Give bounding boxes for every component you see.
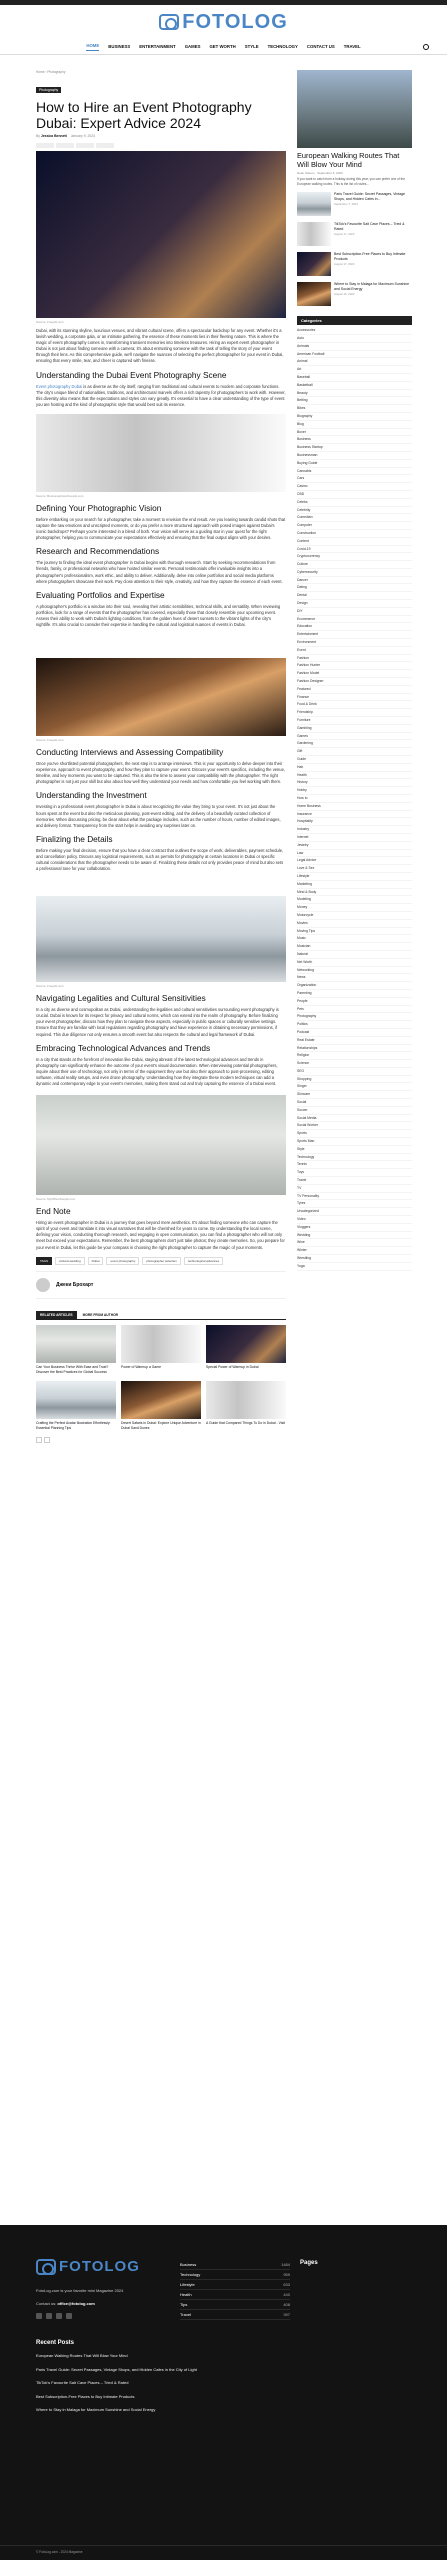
related-thumb xyxy=(121,1381,201,1419)
article-date: January 9, 2024 xyxy=(70,134,96,138)
tag[interactable]: Dubai xyxy=(88,1257,104,1265)
nav-style[interactable]: STYLE xyxy=(244,44,259,49)
categories-header: Categories xyxy=(297,316,412,325)
category-item[interactable]: CBD xyxy=(297,491,412,499)
category-item[interactable]: People xyxy=(297,998,412,1006)
footer-socials xyxy=(36,2313,72,2319)
footer-category[interactable]: Business 1484 xyxy=(180,2260,290,2270)
category-item[interactable]: Insurance xyxy=(297,811,412,819)
category-item[interactable]: Casino xyxy=(297,483,412,491)
category-item[interactable]: TV xyxy=(297,1185,412,1193)
post-date: August 17, 2023 xyxy=(334,262,355,267)
category-item[interactable]: Soccer xyxy=(297,1107,412,1115)
category-item[interactable]: Boxer xyxy=(297,429,412,437)
related-card[interactable] xyxy=(36,1381,116,1431)
category-item[interactable]: Covid-19 xyxy=(297,546,412,554)
footer-category[interactable]: Health 440 xyxy=(180,2290,290,2300)
footer-category[interactable]: Technology 959 xyxy=(180,2270,290,2280)
category-item[interactable]: Cannabis xyxy=(297,468,412,476)
category-item[interactable]: Bikes xyxy=(297,405,412,413)
category-item[interactable]: TV Personality xyxy=(297,1193,412,1201)
section-heading: End Note xyxy=(36,1206,71,1217)
inline-link[interactable]: Event photography Dubai xyxy=(36,383,83,389)
image-caption: Source: Freepik.com xyxy=(36,320,64,324)
category-item[interactable]: News xyxy=(297,974,412,982)
footer-description: FotoLog.com is your favorite mini Magazine 2024 xyxy=(36,2288,124,2293)
category-item[interactable]: Auto xyxy=(297,335,412,343)
category-item[interactable]: Uncategorized xyxy=(297,1208,412,1216)
category-item[interactable]: Natural xyxy=(297,951,412,959)
tag[interactable]: event photography xyxy=(106,1257,139,1265)
article-image-2 xyxy=(36,414,286,492)
nav-travel[interactable]: TRAVEL xyxy=(343,44,361,49)
category-item[interactable]: Music xyxy=(297,935,412,943)
section-heading: Defining Your Photographic Vision xyxy=(36,502,162,513)
tab-more-from-author[interactable]: MORE FROM AUTHOR xyxy=(82,1312,119,1317)
category-item[interactable]: Law xyxy=(297,850,412,858)
category-item[interactable]: Travel xyxy=(297,1177,412,1185)
share-pinterest[interactable] xyxy=(76,143,94,148)
twitter-icon[interactable] xyxy=(56,2313,62,2319)
category-item[interactable]: Mind & Body xyxy=(297,889,412,897)
category-item[interactable]: Jewelry xyxy=(297,842,412,850)
related-title[interactable]: Power of Warmup a Game xyxy=(121,1364,162,1369)
nav-business[interactable]: BUSINESS xyxy=(108,44,131,49)
category-item[interactable]: Celebs xyxy=(297,499,412,507)
category-item[interactable]: Tennis xyxy=(297,1161,412,1169)
footer-recent-post[interactable]: TikTok's Favourite Salt Cave Places – Tried & Rated xyxy=(36,2380,129,2385)
section-heading: Understanding the Dubai Event Photography Scene xyxy=(36,369,227,380)
breadcrumb[interactable]: Home › Photography xyxy=(36,70,66,74)
category-item[interactable]: Education xyxy=(297,623,412,631)
nav-contact[interactable]: CONTACT US xyxy=(306,44,335,49)
category-item[interactable]: Pets xyxy=(297,1006,412,1014)
category-item[interactable]: Animals xyxy=(297,343,412,351)
section-body: Once you've shortlisted potential photographers, the next step is to arrange interviews. This is your opportunity to delve deeper into their experience, approach to event photography, and how they plan to capture your event. Discuss your event's specifics, including the venue, timeline, and key moments you want to be captured. This is also the time to assess your compatibility with the photographer. The right photographer is not just your skill but also about how well they understand your needs and how comfortable you feel working with them. xyxy=(36,761,285,785)
category-item[interactable]: Social xyxy=(297,1099,412,1107)
category-item[interactable]: Basketball xyxy=(297,382,412,390)
category-item[interactable]: History xyxy=(297,779,412,787)
category-item[interactable]: Environment xyxy=(297,639,412,647)
category-item[interactable]: Style xyxy=(297,1146,412,1154)
related-card[interactable] xyxy=(206,1381,286,1431)
author-link[interactable]: Jessica Bennett xyxy=(40,134,67,138)
article-image-4 xyxy=(36,896,286,982)
category-item[interactable]: Social Worker xyxy=(297,1122,412,1130)
category-item[interactable]: Celebrity xyxy=(297,507,412,515)
share-buttons xyxy=(36,143,286,148)
share-twitter[interactable] xyxy=(56,143,74,148)
camera-icon xyxy=(36,2259,56,2275)
category-item[interactable]: Parenting xyxy=(297,990,412,998)
related-card[interactable] xyxy=(121,1325,201,1375)
related-title[interactable]: A Guide that Compared Things To Do in Dubai - Visit xyxy=(206,1420,285,1425)
related-card[interactable] xyxy=(36,1325,116,1375)
section-heading: Research and Recommendations xyxy=(36,546,160,557)
category-item[interactable]: Computer xyxy=(297,522,412,530)
featured-meta: Dean Sebem · September 6, 2023 xyxy=(297,171,343,175)
section-body: A photographer's portfolio is a window into their soul, revealing their artistic sensibilities, technical skills, and versatility. When reviewing portfolios, look for a range of events that the photographer has covered, especially those that closely resemble your upcoming event. Assess their ability to work with Dubai's lighting conditions, from the golden hues of desert sunsets to the vibrant lights of the city's nightlife. It's also crucial to consider their expertise in handling the cultural and logistical nuances of events in Dubai. xyxy=(36,603,281,627)
category-item[interactable]: Politics xyxy=(297,1021,412,1029)
category-item[interactable]: Movies xyxy=(297,920,412,928)
category-item[interactable]: Art xyxy=(297,366,412,374)
category-item[interactable]: Animal xyxy=(297,358,412,366)
tags-label: TAGS xyxy=(36,1257,52,1265)
related-thumb xyxy=(36,1381,116,1419)
category-item[interactable]: Skincare xyxy=(297,1091,412,1099)
category-item[interactable]: Yoga xyxy=(297,1263,412,1271)
category-item[interactable]: Home Business xyxy=(297,803,412,811)
section-body: Hiring an event photographer in Dubai is a journey that goes beyond mere aesthetics. It's about finding someone who can capture the spirit of your event and translate it into visual narratives that will be cherished for years to come. By understanding the local scene, defining your vision, conducting thorough research, and engaging in open communication, you can find a photographer who will not only meet but exceed your expectations. Remember, the best photographers don't just take photos; they create memories. So, you prepare for your event in Dubai, let this guide be your compass in choosing the right photographer to capture the magic of your moments. xyxy=(36,1220,285,1250)
category-item[interactable]: Design xyxy=(297,600,412,608)
category-item[interactable]: Ecommerce xyxy=(297,616,412,624)
post-thumb xyxy=(297,192,331,216)
post-title[interactable]: Best Subscription-Free Places to Buy Intimate Products xyxy=(334,252,406,261)
category-item[interactable]: Money xyxy=(297,904,412,912)
section-body: Before embarking on your search for a photographer, take a moment to envision the end result. Are you leaning towards candid shots that capture the raw emotions and unscripted moments, or do you prefer a more structured approach with posed images against Dubai's iconic backdrops? Perhaps you're interested in a blend of both. Your vision will serve as a guiding star in your quest for the right photographer, helping you to communicate your expectations effectively and ensuring that the final output aligns with your desires. xyxy=(36,516,286,541)
category-item[interactable]: Singer xyxy=(297,1083,412,1091)
footer-category[interactable]: Travel 397 xyxy=(180,2310,290,2320)
category-item[interactable]: Marketing xyxy=(297,881,412,889)
category-item[interactable]: Cars xyxy=(297,475,412,483)
category-item[interactable]: Finance xyxy=(297,694,412,702)
category-item[interactable]: Hospitality xyxy=(297,818,412,826)
category-item[interactable]: Fashion Model xyxy=(297,670,412,678)
image-caption: Source: Freepik.com xyxy=(36,984,64,989)
category-item[interactable]: Construction xyxy=(297,530,412,538)
sidebar xyxy=(297,70,412,1271)
category-item[interactable]: Organization xyxy=(297,982,412,990)
sidebar-post[interactable] xyxy=(297,252,412,276)
share-facebook[interactable] xyxy=(36,143,54,148)
category-item[interactable]: Business Startup xyxy=(297,444,412,452)
category-item[interactable]: Baseball xyxy=(297,374,412,382)
category-item[interactable]: Sports Man xyxy=(297,1138,412,1146)
footer-recent-post[interactable]: Where to Stay in Malaga for Maximum Sunshine and Social Energy xyxy=(36,2407,156,2412)
copyright: © FotoLog.com - 2024 Magazine xyxy=(0,2545,447,2558)
related-pager xyxy=(36,1437,286,1443)
category-item[interactable]: DIY xyxy=(297,608,412,616)
related-card[interactable] xyxy=(206,1325,286,1375)
category-item[interactable]: Games xyxy=(297,733,412,741)
post-thumb xyxy=(297,252,331,276)
footer-category[interactable]: Tips 408 xyxy=(180,2300,290,2310)
category-item[interactable]: Biography xyxy=(297,413,412,421)
category-item[interactable]: Blog xyxy=(297,421,412,429)
author-box-name[interactable]: Джеки Брохарт xyxy=(56,1281,94,1288)
post-date: September 7, 2023 xyxy=(334,202,358,207)
category-item[interactable]: Tyres xyxy=(297,1200,412,1208)
image-caption: Source: Freepik.com xyxy=(36,738,64,743)
category-item[interactable]: Lifestyle xyxy=(297,873,412,881)
category-item[interactable]: Industry xyxy=(297,826,412,834)
related-thumb xyxy=(206,1325,286,1363)
category-item[interactable]: Toys xyxy=(297,1169,412,1177)
footer-recent-heading: Recent Posts xyxy=(36,2340,75,2346)
related-tabs xyxy=(36,1311,286,1320)
related-title[interactable]: Can Your Business Thrive With Ease and Trust? Discover the Best Practices for Global Success xyxy=(36,1364,109,1374)
hero-image xyxy=(36,151,286,318)
section-body: Investing in a professional event photographer in Dubai is about recognizing the value they bring to your event. It's not just about the hours spent at the event but also the meticulous planning, post-event editing, and the delivery of a beautifully curated collection of memories. When discussing pricing, be clear about what the package includes, such as the number of hours, number of edited images, and delivery format. Transparency from the start helps in avoiding any surprises later on. xyxy=(36,804,281,828)
category-item[interactable]: Buying Guide xyxy=(297,460,412,468)
section-heading: Understanding the Investment xyxy=(36,790,147,801)
category-item[interactable]: Modeling xyxy=(297,896,412,904)
site-logo[interactable] xyxy=(0,5,447,39)
section-body: Event photography Dubai is as diverse as the city itself, ranging from traditional and cultural events to modern and corporate functions. The city's unique blend of nationalities, traditions, and architectural marvels offers a rich tapestry for photographers to work with. However, this diversity also means that the expectations and styles can vary greatly. It's essential to have a clear understanding of the type of event you are hosting and the kind of photographic style that would best suit its essence. xyxy=(36,383,286,407)
post-title[interactable]: Where to Stay in Malaga for Maximum Sunshine and Social Energy xyxy=(334,282,410,291)
category-item[interactable]: Winter xyxy=(297,1247,412,1255)
category-item[interactable]: Networking xyxy=(297,967,412,975)
category-item[interactable]: Gift xyxy=(297,748,412,756)
logo-text: FOTOLOG xyxy=(182,10,288,33)
category-item[interactable]: Photography xyxy=(297,1013,412,1021)
footer xyxy=(0,2225,447,2560)
category-item[interactable]: Technology xyxy=(297,1154,412,1162)
section-body: Before making your final decision, ensure that you have a clear contract that outlines the scope of work, deliverables, payment schedule, and cancellation policy. Discuss any logistical requirements, such as permits for photography at certain locations in Dubai or specific cultural considerations that the photographer needs to be aware of. Finalizing these details not only provides peace of mind but also sets a professional tone for your collaboration. xyxy=(36,847,284,872)
category-item[interactable]: Real Estate xyxy=(297,1037,412,1045)
related-thumb xyxy=(121,1325,201,1363)
category-item[interactable]: Legal Advice xyxy=(297,857,412,865)
footer-contact: Contact us: office@fotolog.com xyxy=(36,2301,95,2306)
category-item[interactable]: Fashion xyxy=(297,655,412,663)
post-title[interactable]: TikTok's Favourite Salt Cave Places – Tried & Rated xyxy=(334,222,405,231)
section-body: The journey to finding the ideal event photographer in Dubai begins with thorough research. Start by seeking recommendations from friends, family, or professional networks who have hosted similar events. Personal testimonials offer invaluable insights into a photographer's professionalism, work ethic, and ability to deliver. Additionally, delve into online portfolios and social media platforms where photographers showcase their work. Pay close attention to their style, creativity, and how they capture the essence of each event. xyxy=(36,560,283,584)
category-item[interactable]: Culture xyxy=(297,561,412,569)
article-image-3 xyxy=(36,658,286,736)
related-card[interactable] xyxy=(121,1381,201,1431)
category-item[interactable]: Business xyxy=(297,436,412,444)
section-body: In a city as diverse and cosmopolitan as Dubai, understanding the legalities and cultural sensitivities surrounding event photography is crucial. Dubai is known for its respect for privacy and cultural norms, which can extend into the realm of photography. Before finalizing your event photographer, discuss how they plan to navigate these aspects, especially in public spaces or culturally sensitive settings. Ensure that they are familiar with local regulations regarding photography and have experience in obtaining necessary permissions, if required. This due diligence not only ensures a smooth event but also respects the cultural and legal framework of Dubai. xyxy=(36,1007,279,1037)
post-thumb xyxy=(297,222,331,246)
category-item[interactable]: Musician xyxy=(297,943,412,951)
category-item[interactable]: SEO xyxy=(297,1068,412,1076)
featured-image[interactable] xyxy=(297,70,412,148)
post-thumb xyxy=(297,282,331,306)
section-heading: Evaluating Portfolios and Expertise xyxy=(36,589,165,600)
category-item[interactable]: Dancer xyxy=(297,577,412,585)
author-box xyxy=(36,1271,286,1299)
camera-icon xyxy=(159,14,179,30)
category-item[interactable]: Beauty xyxy=(297,390,412,398)
nav-entertainment[interactable]: ENTERTAINMENT xyxy=(139,44,176,49)
share-whatsapp[interactable] xyxy=(96,143,114,148)
category-item[interactable]: Moving Tips xyxy=(297,928,412,936)
youtube-icon[interactable] xyxy=(66,2313,72,2319)
category-item[interactable]: Event xyxy=(297,647,412,655)
section-heading: Embracing Technological Advances and Trends xyxy=(36,1042,211,1053)
nav-net-worth[interactable]: GET WORTH xyxy=(209,44,236,49)
footer-recent-post[interactable]: Best Subscription-Free Places to Buy Intimate Products xyxy=(36,2393,135,2399)
related-thumb xyxy=(206,1381,286,1419)
category-item[interactable]: How to xyxy=(297,795,412,803)
footer-pages-heading: Pages xyxy=(300,2260,318,2266)
sidebar-post[interactable] xyxy=(297,192,412,216)
section-heading: Conducting Interviews and Assessing Compatibility xyxy=(36,747,224,758)
category-item[interactable]: Motorcycle xyxy=(297,912,412,920)
related-title[interactable]: Desert Safaris in Dubai: Explore Unique Adventure in Dubai Sand Dunes xyxy=(121,1420,201,1430)
category-item[interactable]: Social Media xyxy=(297,1115,412,1123)
category-item[interactable]: Comedian xyxy=(297,514,412,522)
post-title[interactable]: Paris Travel Guide: Secret Passages, Vintage Shops, and Hidden Cafes in... xyxy=(334,192,405,201)
main-nav xyxy=(0,39,447,55)
category-item[interactable]: Betting xyxy=(297,397,412,405)
category-item[interactable]: Net Worth xyxy=(297,959,412,967)
category-item[interactable]: Entertainment xyxy=(297,631,412,639)
featured-title[interactable]: European Walking Routes That Will Blow Your Mind xyxy=(297,151,400,169)
category-item[interactable]: Content xyxy=(297,538,412,546)
category-item[interactable]: Science xyxy=(297,1060,412,1068)
byline: By Jessica Bennett January 9, 2024 xyxy=(36,134,96,138)
category-item[interactable]: Cybersecurity xyxy=(297,569,412,577)
category-item[interactable]: Friendship xyxy=(297,709,412,717)
article-title: How to Hire an Event Photography Dubai: Expert Advice 2024 xyxy=(36,99,252,131)
related-title[interactable]: Crafting the Perfect Avatar Illustration Effortlessly: Essential Planning Tips xyxy=(36,1420,111,1430)
sidebar-post[interactable] xyxy=(297,222,412,246)
related-thumb xyxy=(36,1325,116,1363)
footer-logo[interactable]: FOTOLOG xyxy=(36,2258,140,2275)
instagram-icon[interactable] xyxy=(46,2313,52,2319)
footer-recent-post[interactable]: European Walking Routes That Will Blow Your Mind xyxy=(36,2353,128,2358)
category-item[interactable]: Health xyxy=(297,772,412,780)
category-item[interactable]: Love & Sex xyxy=(297,865,412,873)
category-item[interactable]: Wedding xyxy=(297,1232,412,1240)
tag[interactable]: photographer selection xyxy=(142,1257,181,1265)
section-body: In a city that stands at the forefront of innovation like Dubai, staying abreast of the latest technological advances and trends in photography can significantly enhance the outcome of your event's visual documentation. When interviewing potential photographers, inquire about their use of technology, not only in terms of the equipment they use but also their approach to post-processing, editing software, virtual reality setups, and even drone photography. Understanding how they integrate these modern techniques can add a dynamic and contemporary edge to your event's memories, making them stand out and truly capturing the essence of a Dubai event. xyxy=(36,1056,278,1087)
tab-related[interactable]: RELATED ARTICLES xyxy=(36,1311,77,1319)
footer-recent-post[interactable]: Paris Travel Guide: Secret Passages, Vintage Shops, and Hidden Cafes in the City of Light xyxy=(36,2366,197,2372)
contact-email[interactable]: office@fotolog.com xyxy=(57,2301,95,2306)
facebook-icon[interactable] xyxy=(36,2313,42,2319)
avatar[interactable] xyxy=(36,1278,50,1292)
category-item[interactable]: Gardening xyxy=(297,740,412,748)
nav-games[interactable]: GAMES xyxy=(184,44,201,49)
category-item[interactable]: Dating xyxy=(297,584,412,592)
category-item[interactable]: Cryptocurrency xyxy=(297,553,412,561)
category-item[interactable]: Hobby xyxy=(297,787,412,795)
intro-paragraph: Dubai, with its stunning skyline, luxurious venues, and vibrant cultural scene, offers a spectacular backdrop for any event. Whether it's a lavish wedding, a corporate gala, or an intimate gathering, the essence of these moments lies in their fleeting nature. This is where the magic of event photography comes in, transforming transient memories into timeless treasures. Hiring an expert event photographer in Dubai is not just about finding someone with a camera; it's about entrusting someone with the task of telling the story of your event through their lens. As this comprehensive guide, we'll navigate the nuances of selecting the perfect photographer for your event in Dubai, ensuring that every smile, tear, and cheer is captured with finesse. xyxy=(36,328,284,364)
category-item[interactable]: Guide xyxy=(297,756,412,764)
article-image-5 xyxy=(36,1095,286,1195)
post-date: August 16, 2023 xyxy=(334,292,355,297)
category-item[interactable]: Accessories xyxy=(297,327,412,335)
category-item[interactable]: Religion xyxy=(297,1052,412,1060)
category-item[interactable]: Vloggers xyxy=(297,1224,412,1232)
category-item[interactable]: Relationships xyxy=(297,1045,412,1053)
category-item[interactable]: Sports xyxy=(297,1130,412,1138)
category-item[interactable]: Furniture xyxy=(297,717,412,725)
next-arrow-icon[interactable] xyxy=(44,1437,50,1443)
category-item[interactable]: Gambling xyxy=(297,725,412,733)
category-item[interactable]: Hair xyxy=(297,764,412,772)
footer-categories xyxy=(180,2260,290,2320)
nav-technology[interactable]: TECHNOLOGY xyxy=(267,44,298,49)
featured-excerpt: If you want to catch from a holiday during this year, you can prefer one of the European walking routes. This is the list of routes... xyxy=(297,177,406,186)
related-grid xyxy=(36,1325,286,1431)
image-caption: Source: MyOffice/freepik.com xyxy=(36,1197,76,1202)
category-item[interactable]: Fashion Designer xyxy=(297,678,412,686)
category-item[interactable]: Dental xyxy=(297,592,412,600)
category-item[interactable]: Wrestling xyxy=(297,1255,412,1263)
category-item[interactable]: Food & Drink xyxy=(297,701,412,709)
footer-recent-list xyxy=(36,2353,216,2421)
section-heading: Finalizing the Details xyxy=(36,833,113,844)
category-badge[interactable]: Photography xyxy=(36,87,61,93)
category-item[interactable]: Wine xyxy=(297,1239,412,1247)
section-heading: Navigating Legalities and Cultural Sensitivities xyxy=(36,993,206,1004)
categories-list xyxy=(297,327,412,1270)
category-item[interactable]: Shopping xyxy=(297,1076,412,1084)
article xyxy=(36,70,286,1443)
footer-category[interactable]: Lifestyle 633 xyxy=(180,2280,290,2290)
category-item[interactable]: Featured xyxy=(297,686,412,694)
sidebar-post[interactable] xyxy=(297,282,412,306)
image-caption: Source: BusinessphotoFreepik.com xyxy=(36,493,84,498)
category-item[interactable]: Podcast xyxy=(297,1029,412,1037)
search-icon[interactable] xyxy=(423,44,429,50)
category-item[interactable]: Internet xyxy=(297,834,412,842)
prev-arrow-icon[interactable] xyxy=(36,1437,42,1443)
tags xyxy=(36,1257,286,1265)
nav-home[interactable]: HOME xyxy=(86,43,99,51)
category-item[interactable]: Video xyxy=(297,1216,412,1224)
tag[interactable]: cultural wedding xyxy=(55,1257,85,1265)
category-item[interactable]: Businessman xyxy=(297,452,412,460)
category-item[interactable]: American Football xyxy=(297,351,412,359)
post-date: August 17, 2023 xyxy=(334,232,355,237)
tag[interactable]: technological advances xyxy=(184,1257,223,1265)
category-item[interactable]: Fashion Hunter xyxy=(297,662,412,670)
related-title[interactable]: Special Power of Warmup in Dubai xyxy=(206,1364,259,1369)
